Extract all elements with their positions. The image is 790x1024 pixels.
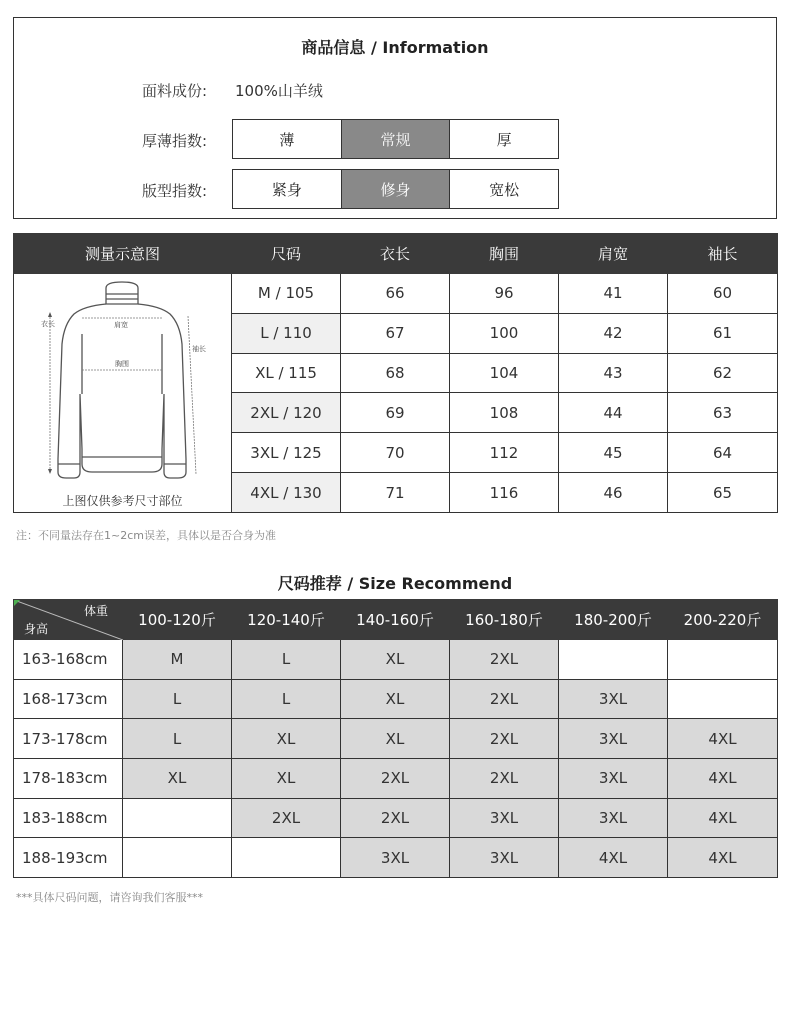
shoulder-cell: 46 (559, 473, 668, 513)
height-cell: 163-168cm (14, 640, 123, 680)
length-cell: 67 (341, 313, 450, 353)
thickness-option-regular: 常规 (341, 120, 450, 158)
size-cell: L / 110 (232, 313, 341, 353)
table-row (14, 719, 778, 759)
recommend-size-cell: XL (341, 640, 450, 680)
sleeve-cell: 62 (668, 353, 778, 393)
recommend-size-cell (668, 640, 778, 680)
size-cell: XL / 115 (232, 353, 341, 393)
height-cell: 168-173cm (14, 679, 123, 719)
fabric-label: 面料成份: (142, 82, 208, 100)
chest-cell: 96 (450, 274, 559, 314)
thickness-option-thin: 薄 (279, 130, 295, 149)
sweater-diagram-icon (14, 274, 232, 512)
recommend-size-cell: 4XL (668, 759, 778, 799)
customer-service-note: ***具体尺码问题，请咨询我们客服*** (16, 891, 203, 904)
measurement-diagram (14, 274, 232, 513)
recommend-title: 尺码推荐 / Size Recommend (277, 574, 513, 593)
recommend-size-cell: L (232, 640, 341, 680)
header-diagram: 测量示意图 (14, 234, 232, 274)
diagram-label-sleeve: 袖长 (192, 345, 206, 353)
recommend-size-cell: 3XL (450, 838, 559, 878)
recommend-size-cell: 2XL (341, 798, 450, 838)
length-cell: 71 (341, 473, 450, 513)
weight-header: 140-160斤 (341, 600, 450, 640)
chest-cell: 112 (450, 433, 559, 473)
header-sleeve: 袖长 (668, 234, 778, 274)
header-size: 尺码 (232, 234, 341, 274)
header-chest: 胸围 (450, 234, 559, 274)
fit-scale (232, 169, 559, 209)
fit-option-loose: 宽松 (449, 170, 558, 208)
corner-weight-label: 体重 (83, 604, 108, 618)
height-cell: 173-178cm (14, 719, 123, 759)
recommend-size-cell: XL (232, 759, 341, 799)
length-cell: 70 (341, 433, 450, 473)
measurement-note: 注：不同量法存在1~2cm误差，具体以是否合身为准 (16, 529, 276, 542)
size-cell: M / 105 (232, 274, 341, 314)
fit-label: 版型指数: (142, 182, 208, 200)
recommend-header (14, 600, 778, 640)
size-chart-header (14, 234, 778, 274)
fit-option-slim: 修身 (341, 170, 450, 208)
recommend-size-cell: XL (341, 679, 450, 719)
weight-header: 160-180斤 (450, 600, 559, 640)
corner-cell (14, 600, 123, 640)
recommend-size-cell: 3XL (450, 798, 559, 838)
size-cell: 3XL / 125 (232, 433, 341, 473)
table-row (14, 274, 778, 314)
recommend-size-cell: 4XL (559, 838, 668, 878)
chest-cell: 108 (450, 393, 559, 433)
length-cell: 69 (341, 393, 450, 433)
size-recommend-table (13, 599, 778, 878)
recommend-size-cell: 4XL (668, 719, 778, 759)
recommend-size-cell: 3XL (559, 679, 668, 719)
sleeve-cell: 65 (668, 473, 778, 513)
length-cell: 68 (341, 353, 450, 393)
table-row (14, 759, 778, 799)
recommend-size-cell: M (123, 640, 232, 680)
corner-height-label: 身高 (24, 622, 49, 636)
shoulder-cell: 43 (559, 353, 668, 393)
recommend-size-cell: L (232, 679, 341, 719)
recommend-size-cell: 2XL (450, 640, 559, 680)
recommend-size-cell: 2XL (450, 679, 559, 719)
thickness-scale (232, 119, 559, 159)
recommend-size-cell: 2XL (341, 759, 450, 799)
recommend-size-cell: 3XL (559, 759, 668, 799)
sleeve-cell: 61 (668, 313, 778, 353)
fit-option-tight: 紧身 (271, 180, 302, 199)
height-cell: 183-188cm (14, 798, 123, 838)
info-title: 商品信息 / Information (301, 38, 489, 57)
recommend-size-cell: 4XL (668, 838, 778, 878)
diagram-label-chest: 胸围 (115, 360, 129, 368)
shoulder-cell: 44 (559, 393, 668, 433)
size-chart-table (13, 233, 778, 513)
diagram-caption: 上图仅供参考尺寸部位 (62, 494, 183, 508)
header-shoulder: 肩宽 (559, 234, 668, 274)
fabric-value: 100%山羊绒 (235, 82, 323, 100)
weight-header: 200-220斤 (668, 600, 778, 640)
recommend-size-cell: 2XL (450, 759, 559, 799)
recommend-size-cell (123, 838, 232, 878)
recommend-size-cell: 3XL (559, 719, 668, 759)
recommend-size-cell: L (123, 719, 232, 759)
recommend-size-cell (232, 838, 341, 878)
table-row (14, 838, 778, 878)
chest-cell: 100 (450, 313, 559, 353)
recommend-size-cell: 2XL (450, 719, 559, 759)
recommend-size-cell: L (123, 679, 232, 719)
thickness-option-thick: 厚 (449, 120, 558, 158)
table-row (14, 640, 778, 680)
chest-cell: 104 (450, 353, 559, 393)
length-cell: 66 (341, 274, 450, 314)
thickness-label: 厚薄指数: (142, 132, 208, 150)
recommend-size-cell: XL (232, 719, 341, 759)
sleeve-cell: 60 (668, 274, 778, 314)
recommend-size-cell: 3XL (559, 798, 668, 838)
sleeve-cell: 64 (668, 433, 778, 473)
recommend-size-cell: XL (341, 719, 450, 759)
height-cell: 178-183cm (14, 759, 123, 799)
recommend-size-cell: 3XL (341, 838, 450, 878)
table-row (14, 798, 778, 838)
table-row (14, 679, 778, 719)
diagram-label-shoulder: 肩宽 (114, 321, 128, 329)
weight-header: 120-140斤 (232, 600, 341, 640)
recommend-size-cell (123, 798, 232, 838)
size-cell: 2XL / 120 (232, 393, 341, 433)
height-cell: 188-193cm (14, 838, 123, 878)
product-info-box (13, 17, 777, 219)
diagram-label-length: 衣长 (41, 320, 55, 328)
recommend-size-cell (559, 640, 668, 680)
recommend-size-cell: 2XL (232, 798, 341, 838)
recommend-size-cell: 4XL (668, 798, 778, 838)
size-cell: 4XL / 130 (232, 473, 341, 513)
sleeve-cell: 63 (668, 393, 778, 433)
recommend-size-cell (668, 679, 778, 719)
header-length: 衣长 (341, 234, 450, 274)
weight-header: 180-200斤 (559, 600, 668, 640)
shoulder-cell: 42 (559, 313, 668, 353)
chest-cell: 116 (450, 473, 559, 513)
shoulder-cell: 41 (559, 274, 668, 314)
shoulder-cell: 45 (559, 433, 668, 473)
recommend-size-cell: XL (123, 759, 232, 799)
weight-header: 100-120斤 (123, 600, 232, 640)
